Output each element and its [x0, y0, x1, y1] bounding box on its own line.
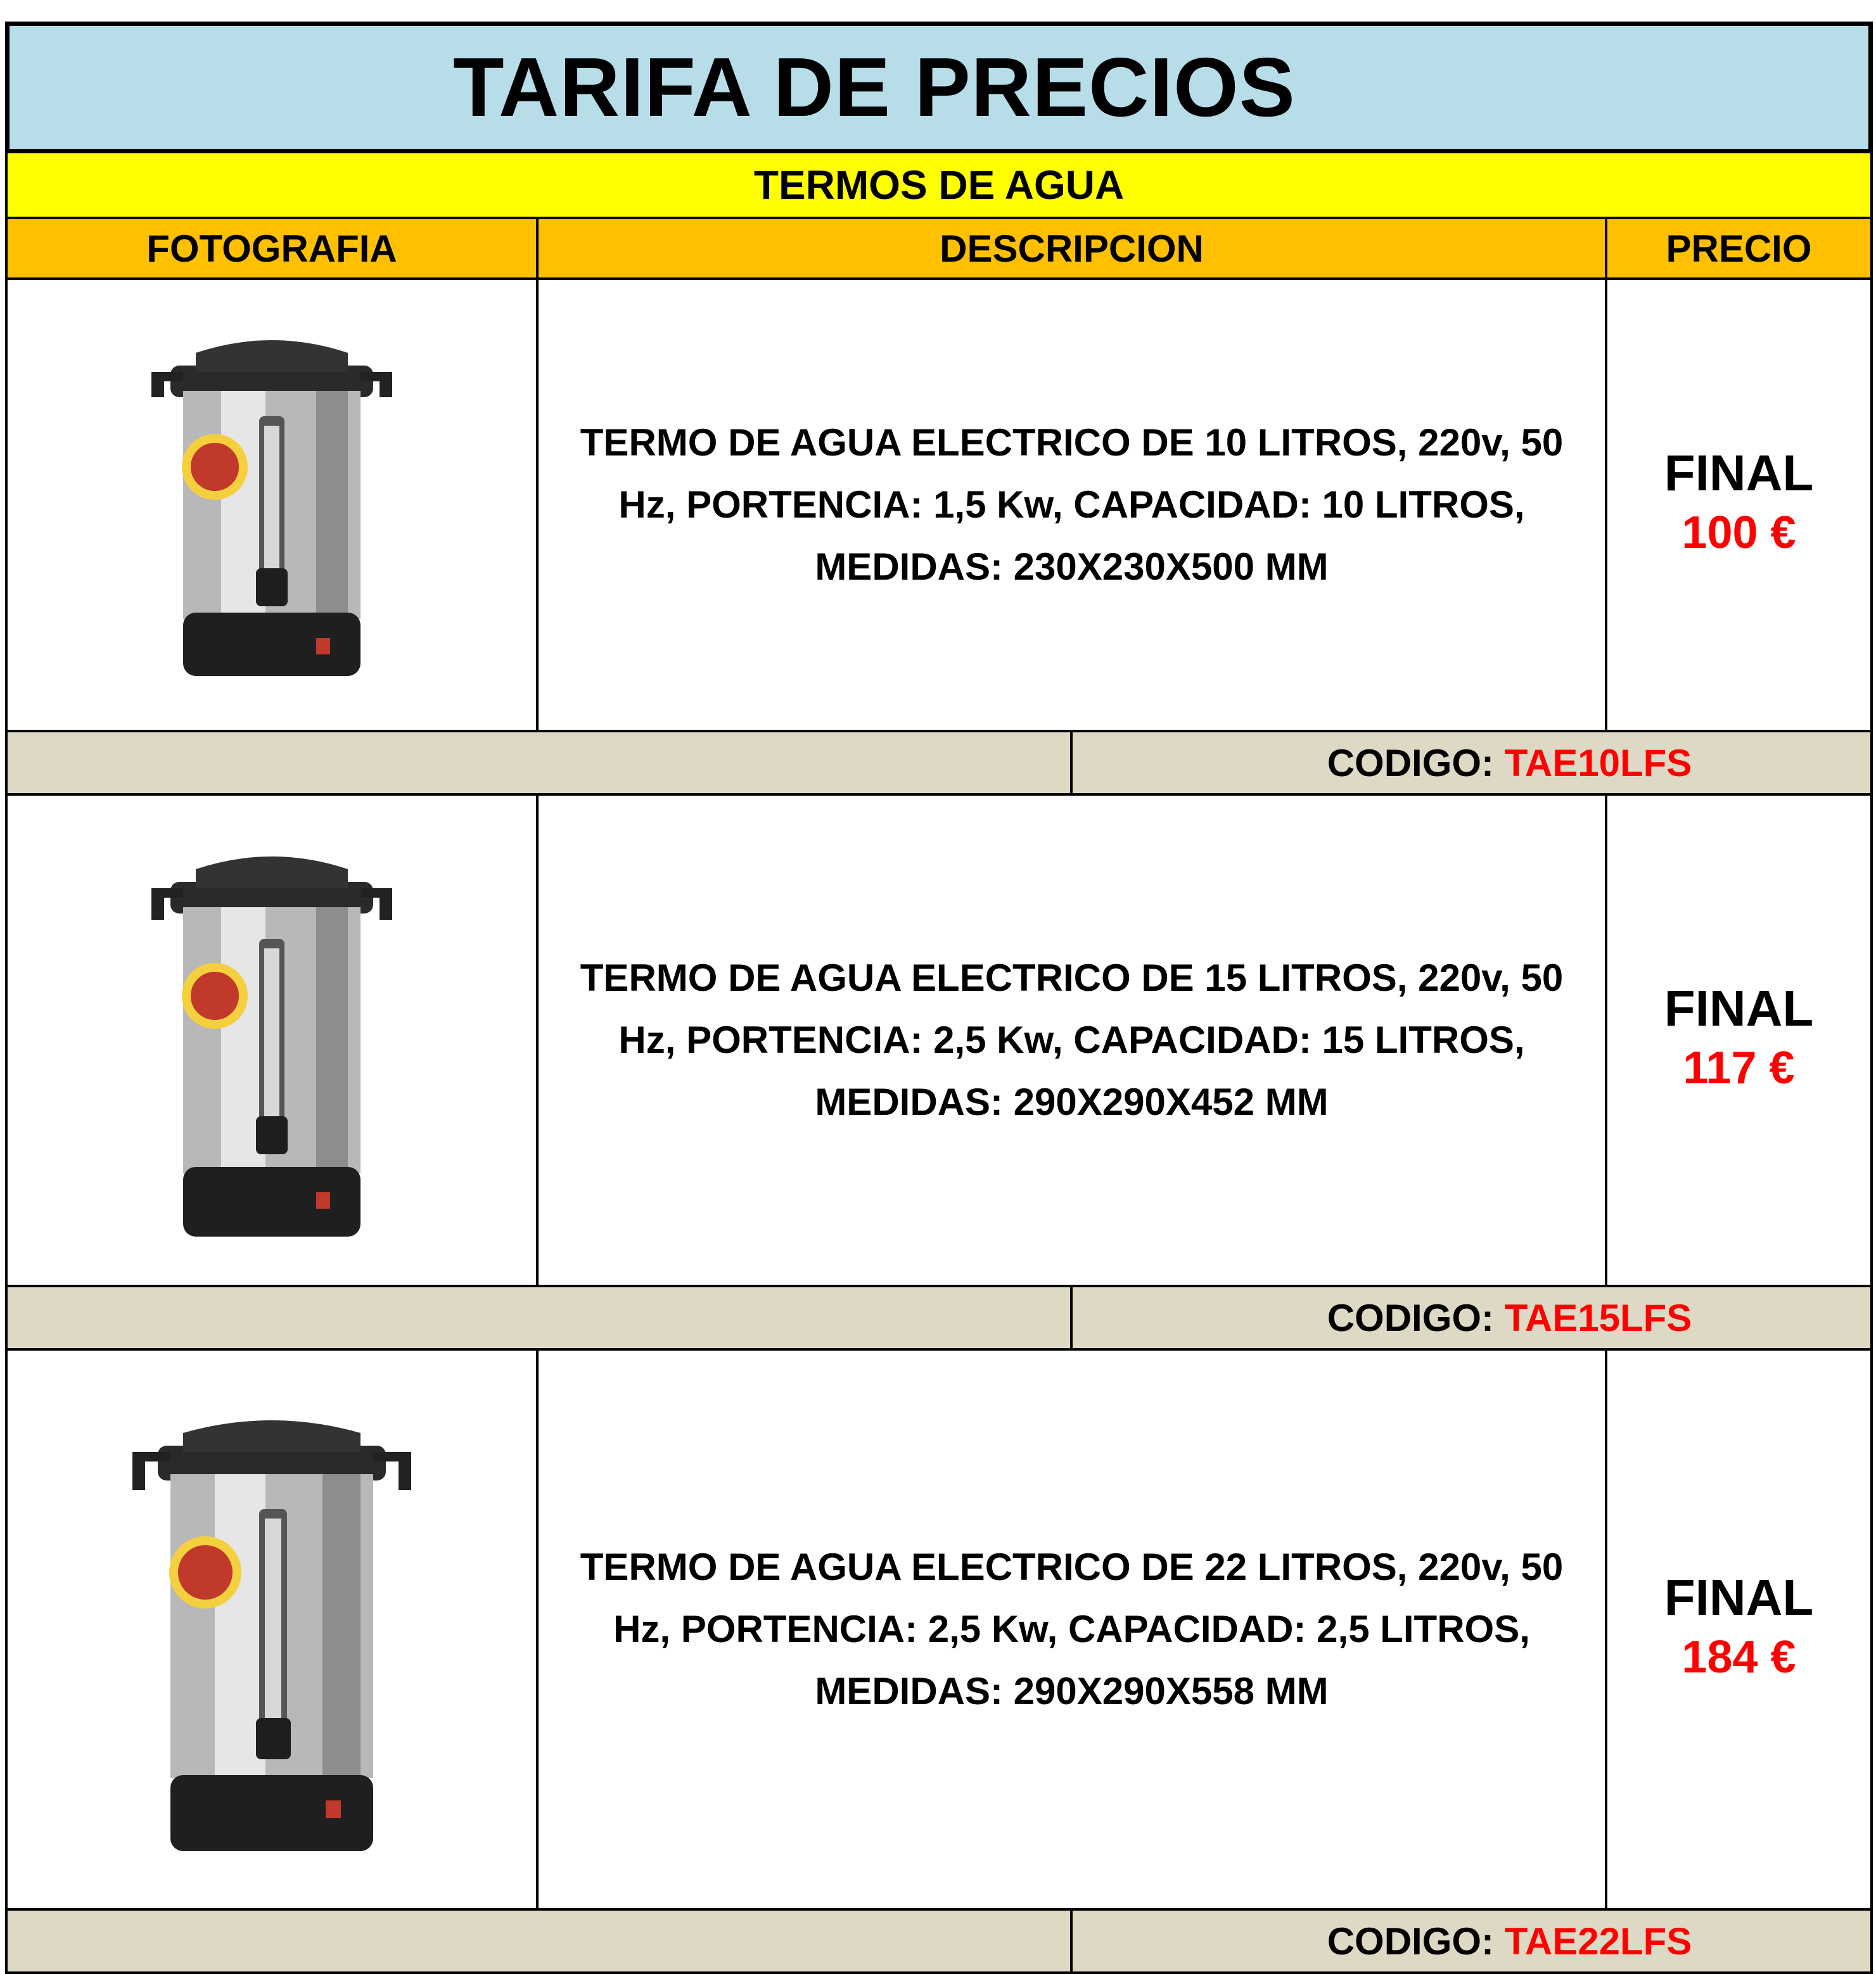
code-label: CODIGO:	[1327, 1920, 1495, 1963]
price-value: 117 €	[1683, 1042, 1795, 1093]
product-row	[5, 280, 1873, 732]
product-photo	[5, 1351, 539, 1911]
code-row	[5, 1287, 1873, 1351]
price-label: FINAL	[1664, 444, 1814, 501]
product-price-cell	[1607, 1351, 1873, 1911]
price-value: 100 €	[1681, 507, 1796, 558]
product-description: TERMO DE AGUA ELECTRICO DE 22 LITROS, 220v, 50 Hz, PORTENCIA: 2,5 Kw, CAPACIDAD: 2,5 LITROS, MEDIDAS: 290X290X558 MM	[539, 1351, 1607, 1911]
product-photo	[5, 796, 539, 1287]
header-photo: FOTOGRAFIA	[5, 219, 539, 280]
product-row	[5, 1351, 1873, 1911]
product-description: TERMO DE AGUA ELECTRICO DE 10 LITROS, 220v, 50 Hz, PORTENCIA: 1,5 Kw, CAPACIDAD: 10 LITROS, MEDIDAS: 230X230X500 MM	[539, 280, 1607, 732]
section-title: TERMOS DE AGUA	[753, 162, 1125, 208]
product-price-cell	[1607, 796, 1873, 1287]
price-value: 184 €	[1681, 1631, 1796, 1683]
water-boiler-icon	[126, 321, 418, 689]
code-row-empty	[5, 1287, 1073, 1351]
product-code	[1073, 1287, 1873, 1351]
code-row	[5, 1911, 1873, 1974]
code-value: TAE10LFS	[1504, 741, 1692, 784]
code-label: CODIGO:	[1327, 741, 1495, 784]
section-row	[5, 153, 1873, 219]
code-label: CODIGO:	[1327, 1296, 1495, 1339]
product-row	[5, 796, 1873, 1287]
price-label: FINAL	[1664, 979, 1814, 1036]
code-value: TAE22LFS	[1504, 1920, 1692, 1963]
header-price: PRECIO	[1607, 219, 1873, 280]
product-code	[1073, 1911, 1873, 1974]
water-boiler-icon	[107, 1401, 437, 1857]
page-title: TARIFA DE PRECIOS	[453, 41, 1296, 134]
code-row	[5, 732, 1873, 796]
header-row	[5, 219, 1873, 280]
price-label: FINAL	[1664, 1569, 1814, 1626]
header-description: DESCRIPCION	[539, 219, 1607, 280]
code-value: TAE15LFS	[1504, 1296, 1692, 1339]
product-description: TERMO DE AGUA ELECTRICO DE 15 LITROS, 220v, 50 Hz, PORTENCIA: 2,5 Kw, CAPACIDAD: 15 LITROS, MEDIDAS: 290X290X452 MM	[539, 796, 1607, 1287]
product-code	[1073, 732, 1873, 796]
title-bar	[5, 22, 1873, 153]
product-price-cell	[1607, 280, 1873, 732]
product-photo	[5, 280, 539, 732]
code-row-empty	[5, 732, 1073, 796]
code-row-empty	[5, 1911, 1073, 1974]
water-boiler-icon	[126, 837, 418, 1243]
